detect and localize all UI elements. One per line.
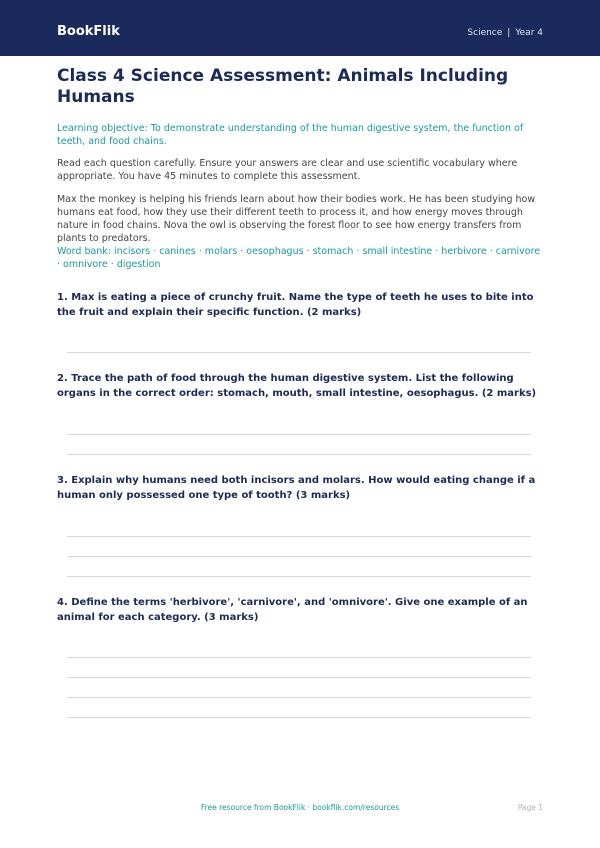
- footer-resource-link[interactable]: Free resource from BookFlik · bookflik.com/resources: [200, 803, 400, 812]
- question-3: 3. Explain why humans need both incisors and molars. How would eating change if a human only possessed one type of tooth? (3 marks): [57, 475, 536, 501]
- answer-line[interactable]: [67, 576, 531, 577]
- page-title: Class 4 Science Assessment: Animals Including Humans: [57, 66, 509, 107]
- answer-line[interactable]: [67, 677, 531, 678]
- answer-line[interactable]: [67, 556, 531, 557]
- header-bar: [0, 0, 600, 56]
- instructions: Read each question carefully. Ensure your answers are clear and use scientific vocabulary where appropriate. You have 45 minutes to complete this assessment.: [57, 158, 518, 182]
- answer-line[interactable]: [67, 717, 531, 718]
- separator: |: [507, 28, 511, 38]
- answer-line[interactable]: [67, 454, 531, 455]
- learning-objective: Learning objective: To demonstrate understanding of the human digestive system, the function of teeth, and food chains.: [57, 123, 524, 147]
- subject-year-label: [467, 28, 543, 38]
- answer-line[interactable]: [67, 434, 531, 435]
- word-bank: Word bank: incisors · canines · molars · oesophagus · stomach · small intestine · herbivore · carnivore · omnivore · digestion: [57, 246, 541, 270]
- story-intro: Max the monkey is helping his friends learn about how their bodies work. He has been studying how humans eat food, how they use their different teeth to process it, and how energy moves through nature in food chains. Nova the owl is observing the forest floor to see how energy transfers from plants to predators.: [57, 194, 536, 244]
- answer-line[interactable]: [67, 657, 531, 658]
- page-number: Page 1: [517, 803, 543, 812]
- subject-label: Science: [467, 28, 503, 38]
- answer-line[interactable]: [67, 352, 531, 353]
- question-1: 1. Max is eating a piece of crunchy fruit. Name the type of teeth he uses to bite into the fruit and explain their specific function. (2 marks): [57, 292, 534, 318]
- answer-line[interactable]: [67, 536, 531, 537]
- brand-logo[interactable]: BookFlik: [57, 24, 120, 39]
- answer-line[interactable]: [67, 697, 531, 698]
- question-4: 4. Define the terms 'herbivore', 'carnivore', and 'omnivore'. Give one example of an animal for each category. (3 marks): [57, 597, 528, 623]
- year-label: Year 4: [515, 28, 543, 38]
- question-2: 2. Trace the path of food through the human digestive system. List the following organs in the correct order: stomach, mouth, small intestine, oesophagus. (2 marks): [57, 373, 537, 399]
